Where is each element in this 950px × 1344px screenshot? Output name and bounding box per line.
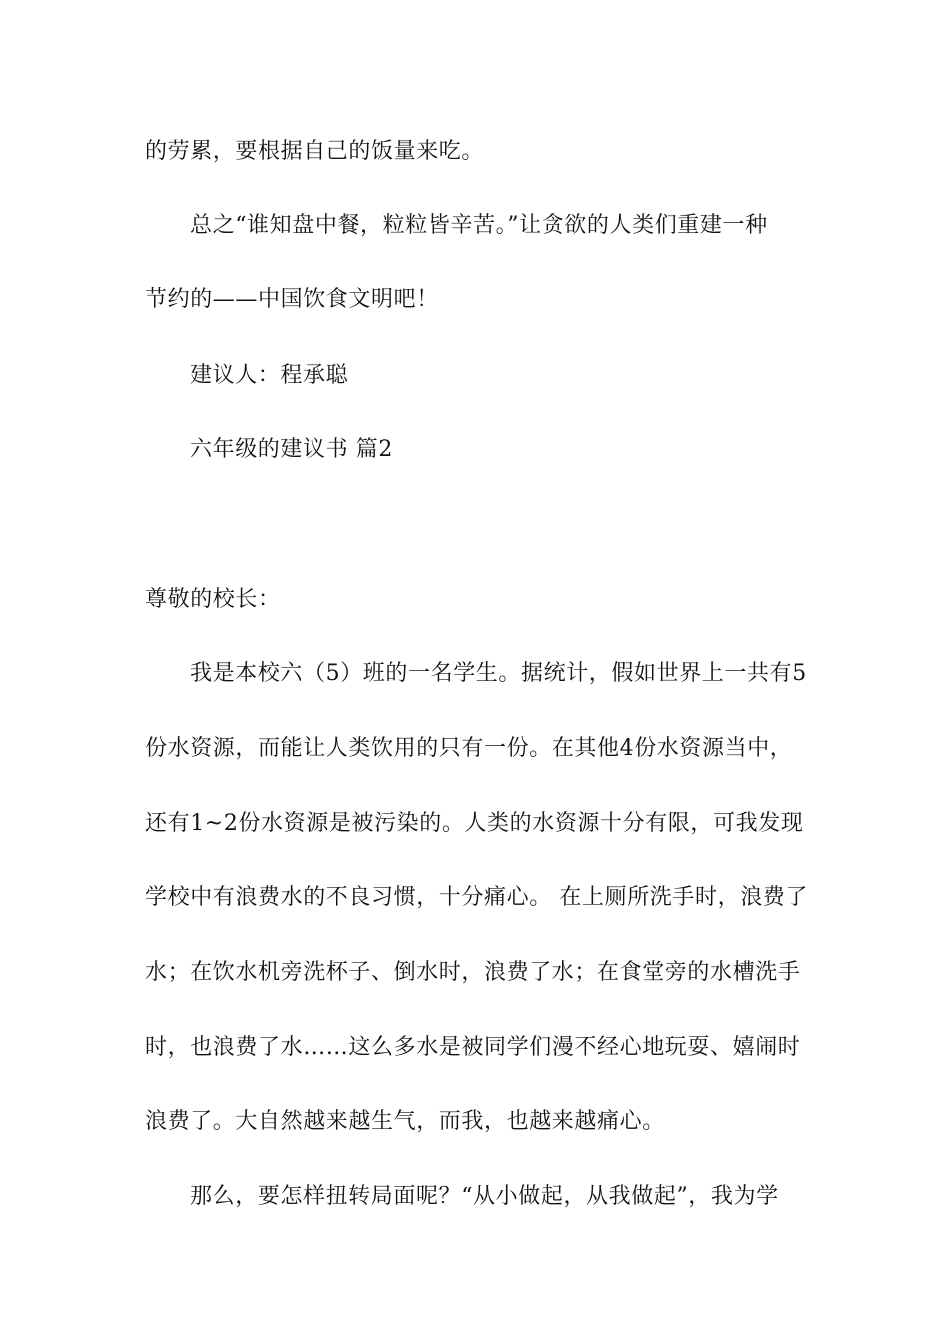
text-line: 浪费了。大自然越来越生气，而我，也越来越痛心。 [145, 1109, 665, 1134]
text-line: 的劳累，要根据自己的饭量来吃。 [145, 139, 485, 164]
text-line: 总之“谁知盘中餐，粒粒皆辛苦。”让贪欲的人类们重建一种 [190, 213, 768, 238]
text-line: 份水资源，而能让人类饮用的只有一份。在其他4份水资源当中， [145, 736, 793, 761]
section-heading: 六年级的建议书 篇2 [190, 437, 393, 462]
signature-line: 建议人：程承聪 [190, 363, 349, 388]
text-line: 节约的——中国饮食文明吧！ [145, 287, 439, 312]
text-line: 我是本校六（5）班的一名学生。据统计，假如世界上一共有5 [190, 661, 807, 686]
text-line: 那么，要怎样扭转局面呢？“从小做起，从我做起”，我为学 [190, 1184, 779, 1209]
text-line: 还有1~2份水资源是被污染的。人类的水资源十分有限，可我发现 [145, 811, 804, 836]
text-line: 时，也浪费了水……这么多水是被同学们漫不经心地玩耍、嬉闹时 [145, 1035, 801, 1060]
salutation: 尊敬的校长： [145, 587, 281, 612]
text-line: 学校中有浪费水的不良习惯，十分痛心。 在上厕所洗手时，浪费了 [145, 885, 808, 910]
text-line: 水；在饮水机旁洗杯子、倒水时，浪费了水；在食堂旁的水槽洗手 [145, 960, 801, 985]
